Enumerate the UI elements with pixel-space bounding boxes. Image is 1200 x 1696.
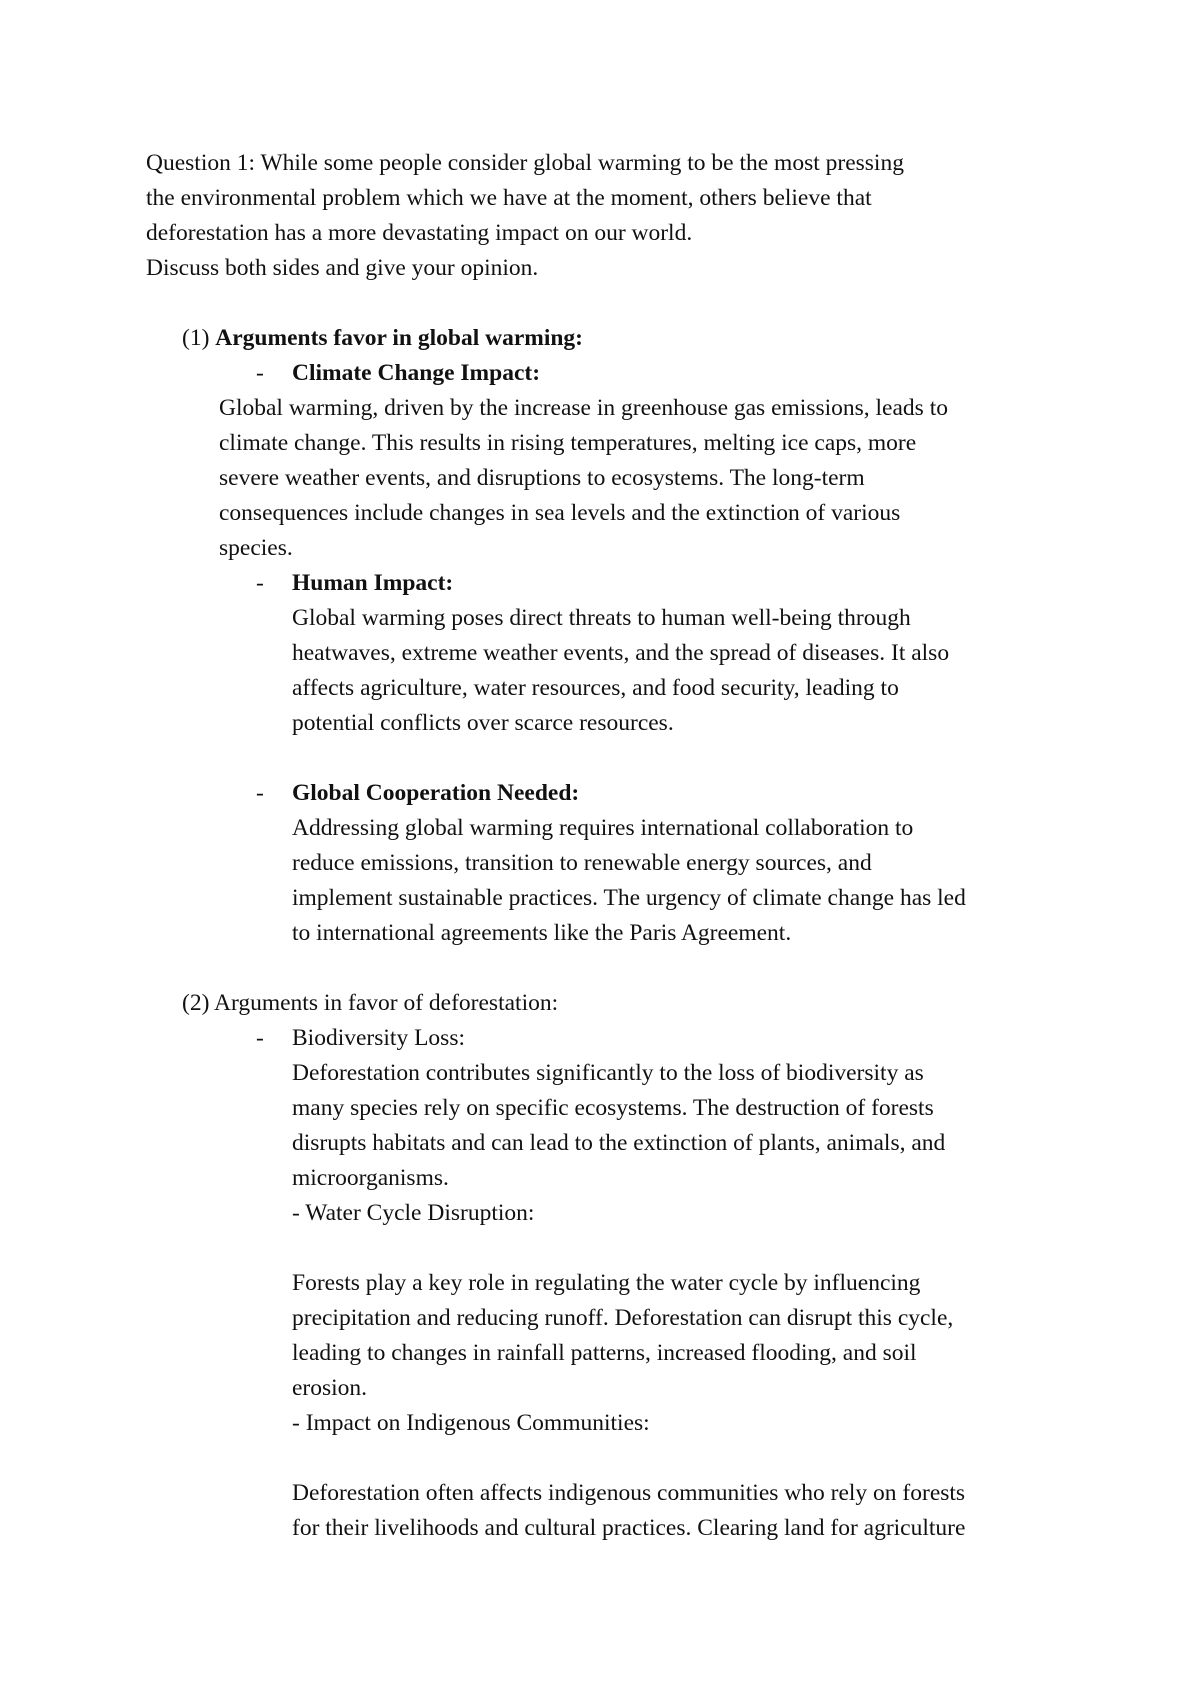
water-cycle-line: erosion. bbox=[292, 1375, 368, 1401]
cooperation-line: to international agreements like the Paris Agreement. bbox=[292, 920, 792, 946]
climate-impact-line: climate change. This results in rising temperatures, melting ice caps, more bbox=[219, 430, 917, 456]
water-cycle-line: leading to changes in rainfall patterns, increased flooding, and soil bbox=[292, 1340, 917, 1366]
bullet-dash: - bbox=[256, 570, 264, 596]
biodiversity-line: Deforestation contributes significantly to the loss of biodiversity as bbox=[292, 1060, 924, 1086]
cooperation-line: reduce emissions, transition to renewable energy sources, and bbox=[292, 850, 872, 876]
question-line-3: deforestation has a more devastating impact on our world. bbox=[146, 220, 693, 246]
climate-impact-line: species. bbox=[219, 535, 293, 561]
question-line-1: Question 1: While some people consider global warming to be the most pressing bbox=[146, 150, 904, 176]
human-impact-title: Human Impact: bbox=[292, 570, 454, 596]
human-impact-line: Global warming poses direct threats to human well-being through bbox=[292, 605, 911, 631]
human-impact-line: heatwaves, extreme weather events, and the spread of diseases. It also bbox=[292, 640, 950, 666]
human-impact-line: potential conflicts over scarce resources. bbox=[292, 710, 674, 736]
cooperation-line: Addressing global warming requires international collaboration to bbox=[292, 815, 914, 841]
climate-impact-title: Climate Change Impact: bbox=[292, 360, 541, 386]
biodiversity-line: microorganisms. bbox=[292, 1165, 449, 1191]
cooperation-title: Global Cooperation Needed: bbox=[292, 780, 580, 806]
question-line-4: Discuss both sides and give your opinion. bbox=[146, 255, 539, 281]
water-cycle-line: precipitation and reducing runoff. Deforestation can disrupt this cycle, bbox=[292, 1305, 954, 1331]
water-cycle-title: - Water Cycle Disruption: bbox=[292, 1200, 535, 1226]
section1-heading bbox=[182, 321, 583, 356]
water-cycle-line: Forests play a key role in regulating the water cycle by influencing bbox=[292, 1270, 921, 1296]
climate-impact-line: Global warming, driven by the increase in greenhouse gas emissions, leads to bbox=[219, 395, 948, 421]
section1-heading-text: Arguments favor in global warming: bbox=[215, 325, 584, 351]
climate-impact-line: severe weather events, and disruptions to ecosystems. The long-term bbox=[219, 465, 865, 491]
climate-impact-line: consequences include changes in sea levels and the extinction of various bbox=[219, 500, 901, 526]
bullet-dash: - bbox=[256, 360, 264, 386]
question-line-2: the environmental problem which we have at the moment, others believe that bbox=[146, 185, 872, 211]
indigenous-line: Deforestation often affects indigenous communities who rely on forests bbox=[292, 1480, 966, 1506]
section1-number: (1) bbox=[182, 325, 210, 351]
biodiversity-line: many species rely on specific ecosystems. The destruction of forests bbox=[292, 1095, 934, 1121]
indigenous-title: - Impact on Indigenous Communities: bbox=[292, 1410, 650, 1436]
bullet-dash: - bbox=[256, 780, 264, 806]
bullet-dash: - bbox=[256, 1025, 264, 1051]
human-impact-line: affects agriculture, water resources, and food security, leading to bbox=[292, 675, 899, 701]
biodiversity-line: disrupts habitats and can lead to the extinction of plants, animals, and bbox=[292, 1130, 946, 1156]
biodiversity-title: Biodiversity Loss: bbox=[292, 1025, 465, 1051]
section2-heading: (2) Arguments in favor of deforestation: bbox=[182, 990, 559, 1016]
cooperation-line: implement sustainable practices. The urgency of climate change has led bbox=[292, 885, 966, 911]
indigenous-line: for their livelihoods and cultural practices. Clearing land for agriculture bbox=[292, 1515, 966, 1541]
